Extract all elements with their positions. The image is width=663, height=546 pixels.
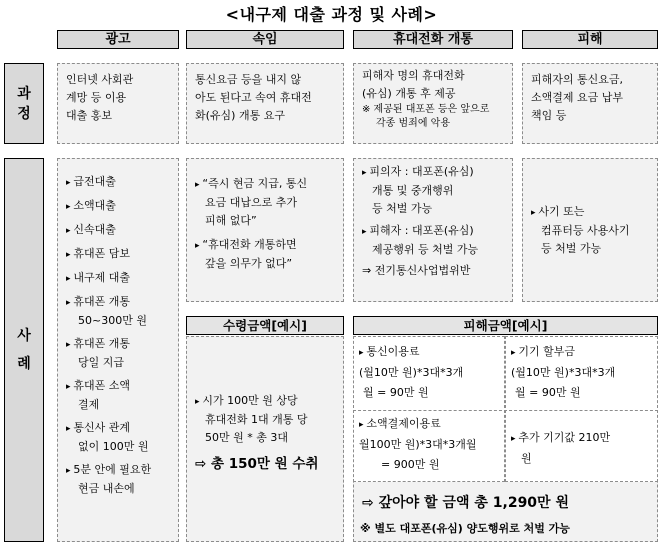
case-open-law: ⇒ 전기통신사업법위반 [362, 264, 471, 277]
damage-note: ※ 별도 대포폰(유심) 양도행위로 처벌 가능 [360, 522, 570, 535]
process-ad-line: 인터넷 사회관 [66, 73, 134, 86]
process-open-note: ※ 제공된 대포폰 등은 앞으로 [362, 104, 490, 115]
row-header-process-char2: 정 [17, 105, 31, 122]
list-item: ▸ 내구제 대출 [66, 269, 172, 288]
case-open-box [353, 158, 513, 302]
received-amount-box [186, 336, 344, 542]
received-line: 시가 100만 원 상당 [202, 394, 298, 407]
process-deceive-line: 아도 된다고 속여 휴대전 [195, 91, 312, 104]
process-deceive-box [186, 63, 344, 144]
process-ad-line: 대출 홍보 [66, 109, 113, 122]
column-header-damage: 피해 [522, 30, 658, 49]
row-header-case-char1: 사 [17, 328, 31, 344]
process-open-line: (유심) 개통 후 제공 [362, 87, 456, 100]
received-line: 50만 원 * 총 3대 [205, 431, 288, 444]
list-item: ▸ 휴대폰 담보 [66, 245, 172, 264]
process-ad-box [57, 63, 179, 144]
damage-extra-device: ▸ 추가 기기값 210만 원 [511, 428, 656, 469]
damage-total: ⇨ 갚아야 할 금액 총 1,290만 원 [362, 495, 569, 511]
case-damage-line: 등 처벌 가능 [541, 242, 602, 255]
damage-installment: ▸ 기기 할부금 (월10만 원)*3대*3개 월 = 90만 원 [511, 342, 656, 403]
process-damage-line: 책임 등 [531, 109, 567, 122]
process-open-line: 피해자 명의 휴대전화 [362, 69, 465, 82]
damage-telecom: ▸ 통신이용료 (월10만 원)*3대*3개 월 = 90만 원 [359, 342, 504, 403]
case-deceive-item: ▸ “즉시 현금 지급, 통신 요금 대납으로 추가 피해 없다” [195, 175, 335, 230]
page-title: <내구제 대출 과정 및 사례> [225, 5, 438, 24]
row-header-case [4, 158, 44, 542]
received-amount-header: 수령금액[예시] [186, 316, 344, 335]
column-header-open-phone: 휴대전화 개통 [353, 30, 513, 49]
column-header-deceive: 속임 [186, 30, 344, 49]
damage-micropay: ▸ 소액결제이용료 월100만 원)*3대*3개월 = 900만 원 [359, 414, 504, 475]
list-item: ▸ 휴대폰 소액 결제 [66, 377, 172, 414]
list-item: ▸ 통신사 관계 없이 100만 원 [66, 419, 172, 456]
row-header-process [4, 63, 44, 144]
divider [353, 410, 658, 411]
case-ad-list [58, 159, 178, 498]
list-item: ▸ 신속대출 [66, 221, 172, 240]
process-deceive-line: 화(유심) 개통 요구 [195, 109, 285, 122]
process-damage-box [522, 63, 658, 144]
list-item: ▸ 휴대폰 개통 50~300만 원 [66, 293, 172, 330]
process-deceive-line: 통신요금 등을 내지 않 [195, 73, 302, 86]
case-open-item: ▸ 피해자 : 대포폰(유심) 제공행위 등 처벌 가능 [362, 222, 504, 259]
row-header-case-char2: 례 [17, 356, 31, 372]
list-item: ▸ 소액대출 [66, 197, 172, 216]
row-header-process-char1: 과 [17, 85, 31, 102]
case-damage-box [522, 158, 658, 302]
case-deceive-box [186, 158, 344, 302]
case-damage-line: 컴퓨터등 사용사기 [541, 224, 630, 237]
process-open-box [353, 63, 513, 144]
case-damage-line: 사기 또는 [538, 205, 585, 218]
list-item: ▸ 급전대출 [66, 173, 172, 192]
case-ad-box [57, 158, 179, 542]
list-item: ▸ 5분 안에 필요한 현금 내손에 [66, 461, 172, 498]
list-item: ▸ 휴대폰 개통 당일 지급 [66, 335, 172, 372]
received-line: 휴대전화 1대 개통 당 [205, 413, 308, 426]
received-total: ⇨ 총 150만 원 수취 [195, 456, 319, 472]
damage-amount-header: 피해금액[예시] [353, 316, 658, 335]
process-open-note: 각종 범죄에 악용 [376, 118, 450, 129]
column-header-ad: 광고 [57, 30, 179, 49]
process-damage-line: 소액결제 요금 납부 [531, 91, 624, 104]
process-damage-line: 피해자의 통신요금, [531, 73, 624, 86]
process-ad-line: 계망 등 이용 [66, 91, 127, 104]
case-open-item: ▸ 피의자 : 대포폰(유심) 개통 및 중개행위 등 처벌 가능 [362, 163, 504, 218]
case-deceive-item: ▸ “휴대전화 개통하면 갚을 의무가 없다” [195, 236, 335, 273]
